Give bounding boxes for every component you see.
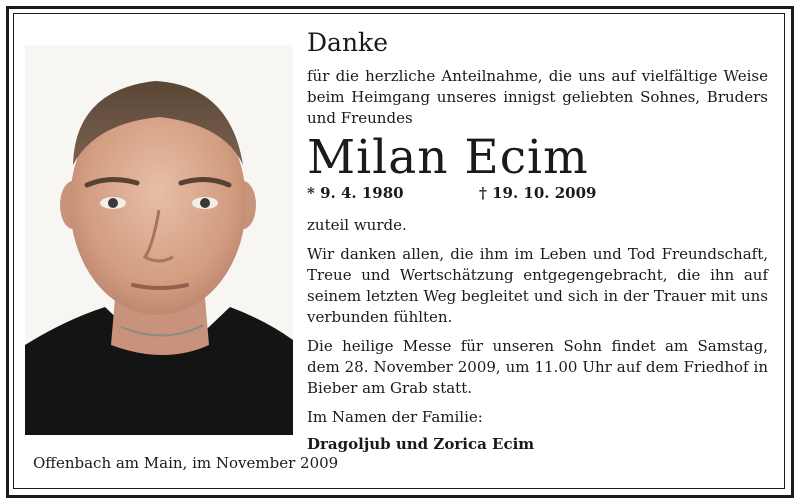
- life-dates: [307, 183, 768, 203]
- place-date: Offenbach am Main, im November 2009: [33, 454, 339, 472]
- portrait-photo: [25, 45, 293, 435]
- intro-text: für die herzliche Anteilnahme, die uns auf vielfältige Weise beim Heimgang unseres innigst geliebten Sohnes, Bruders und Freundes: [307, 67, 768, 127]
- notice-text: [307, 26, 768, 455]
- death-date: † 19. 10. 2009: [479, 184, 597, 202]
- deceased-name: Milan Ecim: [307, 130, 589, 185]
- birth-date: * 9. 4. 1980: [307, 184, 404, 202]
- heading-danke: Danke: [307, 28, 388, 57]
- family-label: Im Namen der Familie:: [307, 408, 483, 426]
- thanks-text: Wir danken allen, die ihm im Leben und Tod Freundschaft, Treue und Wertschätzung entgegengebracht, die ihn auf seinem letzten Weg begleitet und sich in der Trauer mit uns verbunden fühlten.: [307, 245, 768, 326]
- received-text: zuteil wurde.: [307, 216, 407, 234]
- mass-text: Die heilige Messe für unseren Sohn findet am Samstag, dem 28. November 2009, um 11.00 Uhr auf dem Friedhof in Bieber am Grab statt.: [307, 337, 768, 397]
- family-names: Dragoljub und Zorica Ecim: [307, 435, 535, 453]
